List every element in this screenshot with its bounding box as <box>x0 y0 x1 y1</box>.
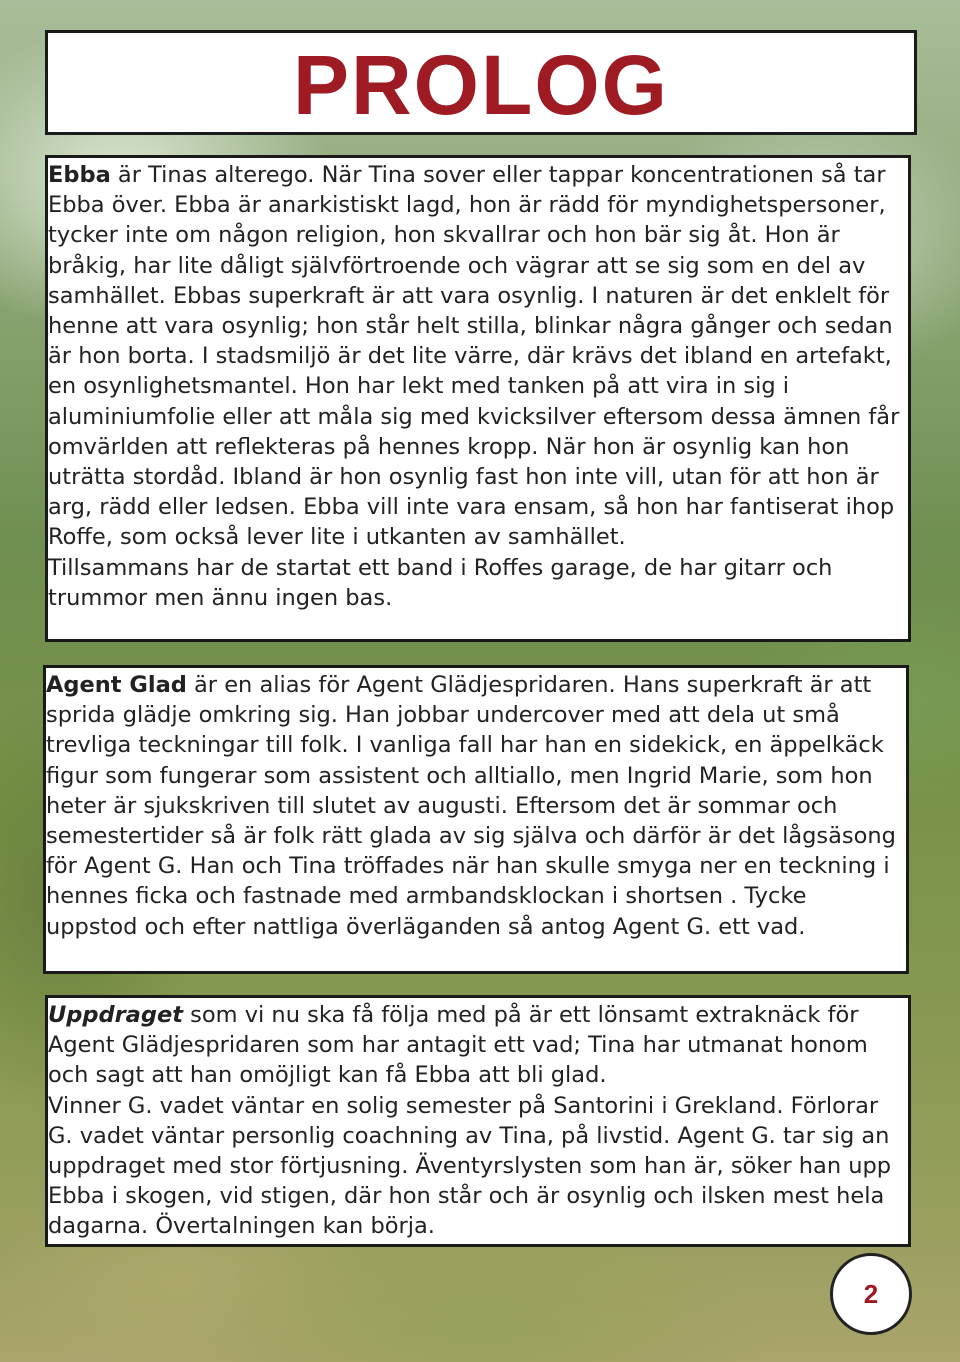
agent-glad-section <box>43 665 909 974</box>
ebba-section <box>45 155 911 642</box>
uppdraget-name: Uppdraget <box>48 1002 183 1028</box>
uppdraget-paragraph <box>48 1000 900 1091</box>
uppdraget-section <box>45 995 911 1247</box>
agent-glad-paragraph <box>46 670 898 942</box>
ebba-paragraph-2: Tillsammans har de startat ett band i Roffes garage, de har gitarr och trummor men ännu ingen bas. <box>48 554 833 611</box>
ebba-text: är Tinas alterego. När Tina sover eller tappar koncentrationen så tar Ebba över. Ebba är anarkistiskt lagd, hon är rädd för myndighetspersoner, tycker inte om någon religion, hon skvallrar och hon bär sig åt. Hon är bråkig, har lite dåligt självförtroende och vägrar att se sig som en del av samhället. Ebbas superkraft är att vara osynlig. I naturen är det enklelt för henne att vara osynlig; hon står helt stilla, blinkar några gånger och sedan är hon borta. I stadsmiljö är det lite värre, där krävs det ibland en artefakt, en osynlighetsmantel. Hon har lekt med tanken på att vira in sig i aluminiumfolie eller att måla sig med kvicksilver eftersom dessa ämnen får omvärlden att reflekteras på hennes kropp. När hon är osynlig kan hon uträtta stordåd. Ibland är hon osynlig fast hon inte vill, utan för att hon är arg, rädd eller ledsen. Ebba vill inte vara ensam, så hon har fantiserat ihop Roffe, som också lever lite i utkanten av samhället. <box>48 162 900 551</box>
title-banner <box>45 30 917 135</box>
ebba-paragraph <box>48 160 900 553</box>
ebba-name: Ebba <box>48 162 111 188</box>
uppdraget-text: som vi nu ska få följa med på är ett lönsamt extraknäck för Agent Glädjespridaren som har antagit ett vad; Tina har utmanat honom och sagt att han omöjligt kan få Ebba att bli glad. <box>48 1002 868 1089</box>
page-title: PROLOG <box>292 38 669 132</box>
agent-glad-text: är en alias för Agent Glädjespridaren. Hans superkraft är att sprida glädje omkring sig. Han jobbar undercover med att dela ut små trevliga teckningar till folk. I vanliga fall har han en sidekick, en äppelkäck figur som fungerar som assistent och alltiallo, men Ingrid Marie, som hon heter är sjukskriven till slutet av augusti. Eftersom det är sommar och semestertider så är folk rätt glada av sig själva och därför är det lågsäsong för Agent G. Han och Tina tröffades när han skulle smyga ner en teckning i hennes ficka och fastnade med armbandsklockan i shortsen . Tycke uppstod och efter nattliga överläganden så antog Agent G. ett vad. <box>46 672 896 940</box>
uppdraget-paragraph-2: Vinner G. vadet väntar en solig semester på Santorini i Grekland. Förlorar G. vadet väntar personlig coachning av Tina, på livstid. Agent G. tar sig an uppdraget med stor förtjusning. Äventyrslysten som han är, söker han upp Ebba i skogen, vid stigen, där hon står och är osynlig och ilsken mest hela dagarna. Övertalningen kan börja. <box>48 1092 892 1240</box>
agent-glad-name: Agent Glad <box>46 672 187 698</box>
page-number: 2 <box>830 1253 912 1335</box>
